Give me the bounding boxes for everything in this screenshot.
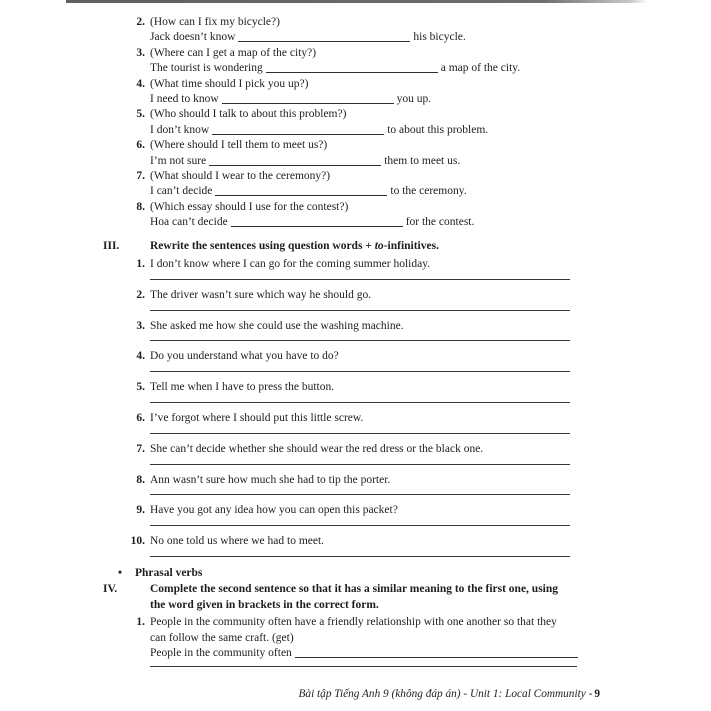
answer-row — [103, 30, 600, 45]
exercise-item-row — [103, 107, 600, 122]
bullet-icon: • — [118, 567, 123, 580]
answer-row — [103, 123, 600, 138]
answer-pre-text: I need to know — [150, 93, 219, 106]
question-text: (Who should I talk to about this problem?) — [150, 108, 347, 121]
answer-blank — [231, 215, 403, 227]
question-text: (What time should I pick you up?) — [150, 77, 309, 90]
item-number: 5. — [136, 108, 145, 121]
answer-pre-text: I don’t know — [150, 123, 210, 136]
question-text: (How can I fix my bicycle?) — [150, 16, 280, 28]
sentence-row — [103, 503, 600, 518]
phrasal-verbs-heading — [103, 566, 600, 581]
item-number: 8. — [136, 473, 145, 486]
question-text: (Where should I tell them to meet us?) — [150, 139, 328, 152]
answer-pre-text: People in the community often — [150, 647, 292, 660]
answer-line — [150, 666, 577, 667]
section-number: III. — [103, 239, 120, 252]
sentence-text — [150, 615, 600, 661]
sentence-row — [103, 319, 600, 334]
answer-post-text: his bicycle. — [413, 31, 466, 44]
sentence-line: can follow the same craft. (get) — [150, 631, 294, 644]
answer-text — [150, 215, 600, 230]
answer-line — [150, 525, 570, 526]
item-number: 4. — [136, 350, 145, 363]
item-number: 1. — [136, 258, 145, 271]
sentence-row — [103, 534, 600, 549]
item-number: 6. — [136, 412, 145, 425]
answer-line — [150, 340, 570, 341]
question-text: (What should I wear to the ceremony?) — [150, 170, 331, 183]
page-footer — [103, 688, 600, 700]
sentence-text: The driver wasn’t sure which way he should go. — [150, 288, 372, 301]
answer-line — [150, 402, 570, 403]
answer-line — [150, 310, 570, 311]
item-number: 10. — [130, 535, 145, 548]
sentence-text: I don’t know where I can go for the coming summer holiday. — [150, 258, 431, 271]
question-text: (Where can I get a map of the city?) — [150, 46, 317, 59]
answer-blank — [238, 30, 410, 42]
item-number: 6. — [136, 139, 145, 152]
answer-post-text: for the contest. — [405, 216, 475, 229]
exercise-item-row — [103, 138, 600, 153]
sentence-row — [103, 349, 600, 364]
section-title — [150, 582, 600, 613]
item-number: 5. — [136, 381, 145, 394]
page-number: 9 — [594, 688, 600, 700]
section-title: Rewrite the sentences using question words + to-infinitives. — [150, 239, 439, 252]
exercise-iv-items — [103, 615, 600, 667]
answer-post-text: you up. — [396, 93, 432, 106]
answer-text — [150, 184, 600, 199]
answer-row — [103, 92, 600, 107]
section-title-line: Complete the second sentence so that it has a similar meaning to the first one, using — [150, 583, 559, 596]
sentence-text: She asked me how she could use the washing machine. — [150, 319, 404, 332]
answer-line — [150, 433, 570, 434]
sentence-text: Tell me when I have to press the button. — [150, 381, 335, 394]
answer-row — [103, 61, 600, 76]
answer-line — [150, 464, 570, 465]
sentence-row — [103, 473, 600, 488]
answer-post-text: them to meet us. — [384, 154, 461, 167]
exercise-item-row — [103, 200, 600, 215]
answer-pre-text: I’m not sure — [150, 154, 207, 167]
answer-post-text: to about this problem. — [387, 123, 489, 136]
sentence-text: Have you got any idea how you can open this packet? — [150, 504, 398, 517]
answer-row — [103, 215, 600, 230]
item-number: 2. — [136, 288, 145, 301]
answer-line — [150, 371, 570, 372]
exercise-item-row — [103, 46, 600, 61]
exercise-item-row — [103, 15, 600, 30]
sentence-row — [103, 615, 600, 661]
item-number: 8. — [136, 200, 145, 213]
sentence-text: I’ve forgot where I should put this little screw. — [150, 412, 364, 425]
item-number: 7. — [136, 170, 145, 183]
item-number: 4. — [136, 77, 145, 90]
scan-edge-artifact — [66, 0, 648, 3]
answer-text — [150, 123, 600, 138]
answer-text — [150, 30, 600, 45]
answer-text — [150, 61, 600, 76]
section-title-line: the word given in brackets in the correct form. — [150, 598, 379, 611]
answer-start-line — [150, 646, 600, 661]
section-iii-heading — [103, 239, 600, 254]
exercise-iii-items — [103, 257, 600, 557]
answer-blank — [215, 184, 387, 196]
answer-pre-text: Jack doesn’t know — [150, 31, 236, 44]
answer-text — [150, 92, 600, 107]
answer-pre-text: The tourist is wondering — [150, 62, 263, 75]
item-number: 1. — [136, 616, 145, 629]
phrasal-verbs-label: Phrasal verbs — [135, 567, 203, 580]
item-number: 2. — [136, 16, 145, 28]
item-number: 9. — [136, 504, 145, 517]
answer-line — [150, 279, 570, 280]
answer-row — [103, 184, 600, 199]
answer-line — [150, 556, 570, 557]
answer-text — [150, 154, 600, 169]
item-number: 7. — [136, 442, 145, 455]
answer-blank — [266, 61, 438, 73]
sentence-line: People in the community often have a friendly relationship with one another so that they — [150, 616, 557, 629]
item-number: 3. — [136, 46, 145, 59]
answer-row — [103, 154, 600, 169]
answer-blank — [212, 123, 384, 135]
sentence-text: Ann wasn’t sure how much she had to tip the porter. — [150, 473, 391, 486]
answer-pre-text: Hoa can’t decide — [150, 216, 228, 229]
sentence-row — [103, 257, 600, 272]
answer-blank — [209, 154, 381, 166]
worksheet-page — [103, 15, 600, 667]
answer-blank — [295, 646, 578, 658]
answer-post-text: a map of the city. — [440, 62, 521, 75]
sentence-text: She can’t decide whether she should wear the red dress or the black one. — [150, 442, 484, 455]
answer-line — [150, 494, 570, 495]
section-iv-heading — [103, 582, 600, 613]
question-text: (Which essay should I use for the contest?) — [150, 200, 349, 213]
sentence-row — [103, 411, 600, 426]
answer-blank — [222, 92, 394, 104]
sentence-text: Do you understand what you have to do? — [150, 350, 339, 363]
exercise-ii-items — [103, 15, 600, 231]
sentence-row — [103, 288, 600, 303]
sentence-row — [103, 380, 600, 395]
sentence-row — [103, 442, 600, 457]
section-number: IV. — [103, 583, 118, 596]
answer-pre-text: I can’t decide — [150, 185, 213, 198]
exercise-item-row — [103, 77, 600, 92]
answer-post-text: to the ceremony. — [390, 185, 467, 198]
exercise-item-row — [103, 169, 600, 184]
footer-text: Bài tập Tiếng Anh 9 (không đáp án) - Unit 1: Local Community - — [298, 688, 593, 700]
sentence-text: No one told us where we had to meet. — [150, 535, 325, 548]
item-number: 3. — [136, 319, 145, 332]
